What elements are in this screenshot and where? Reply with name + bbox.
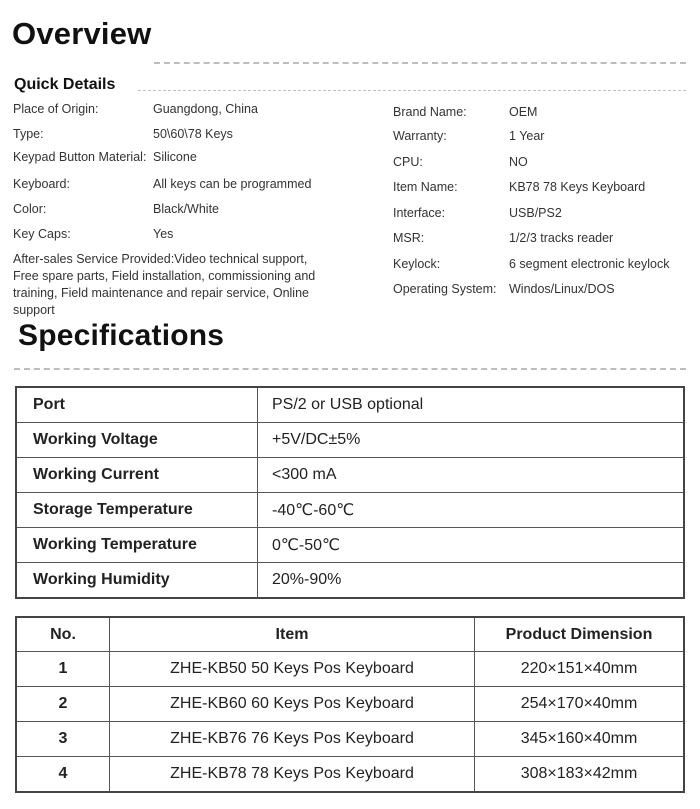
row-no: 1	[16, 652, 110, 687]
overview-title: Overview	[12, 16, 152, 51]
detail-label: Brand Name:	[393, 105, 467, 119]
quick-details-title: Quick Details	[14, 76, 116, 93]
row-item: ZHE-KB50 50 Keys Pos Keyboard	[110, 652, 475, 687]
detail-value: Yes	[153, 227, 174, 241]
row-no: 4	[16, 757, 110, 793]
detail-value: 50\60\78 Keys	[153, 127, 233, 141]
detail-value: All keys can be programmed	[153, 177, 312, 191]
detail-label: CPU:	[393, 155, 423, 169]
table-row	[16, 458, 684, 493]
detail-label: Place of Origin:	[13, 102, 99, 116]
detail-label: Keylock:	[393, 257, 441, 271]
detail-value: Black/White	[153, 202, 219, 216]
spec-key: Working Temperature	[16, 528, 258, 563]
spec-value: 20%-90%	[258, 563, 685, 599]
header-dimension: Product Dimension	[475, 617, 685, 652]
detail-value: 1 Year	[509, 129, 545, 143]
table-row	[16, 687, 684, 722]
spec-value: <300 mA	[258, 458, 685, 493]
detail-value: USB/PS2	[509, 206, 562, 220]
after-sales-text: After-sales Service Provided:Video technical support, Free spare parts, Field installation, commissioning and training, Field maintenance and repair service, Online support	[13, 252, 316, 317]
row-no: 3	[16, 722, 110, 757]
table-row	[16, 563, 684, 599]
detail-value: 6 segment electronic keylock	[509, 257, 670, 271]
detail-label: Operating System:	[393, 282, 497, 296]
detail-value: KB78 78 Keys Keyboard	[509, 180, 646, 194]
table-row	[16, 387, 684, 423]
detail-value: 1/2/3 tracks reader	[509, 231, 614, 245]
detail-value: OEM	[509, 105, 538, 119]
table-row	[16, 528, 684, 563]
row-dimension: 220×151×40mm	[475, 652, 685, 687]
quick-details-divider	[138, 90, 686, 91]
detail-label: Key Caps:	[13, 227, 71, 241]
table-row	[16, 493, 684, 528]
detail-value: Silicone	[153, 150, 197, 164]
detail-label: Warranty:	[393, 129, 447, 143]
spec-value: +5V/DC±5%	[258, 423, 685, 458]
overview-divider	[154, 62, 686, 64]
header-item: Item	[110, 617, 475, 652]
dimensions-table	[15, 616, 685, 793]
row-no: 2	[16, 687, 110, 722]
table-row	[16, 722, 684, 757]
row-item: ZHE-KB60 60 Keys Pos Keyboard	[110, 687, 475, 722]
row-item: ZHE-KB78 78 Keys Pos Keyboard	[110, 757, 475, 793]
detail-label: MSR:	[393, 231, 425, 245]
detail-label: Color:	[13, 202, 47, 216]
specifications-title: Specifications	[18, 319, 225, 352]
row-item: ZHE-KB76 76 Keys Pos Keyboard	[110, 722, 475, 757]
spec-key: Port	[16, 387, 258, 423]
row-dimension: 345×160×40mm	[475, 722, 685, 757]
detail-label: Item Name:	[393, 180, 458, 194]
spec-value: PS/2 or USB optional	[258, 387, 685, 423]
header-no: No.	[16, 617, 110, 652]
detail-label: Type:	[13, 127, 44, 141]
spec-value: 0℃-50℃	[258, 528, 685, 563]
detail-label: Keypad Button Material:	[13, 150, 147, 164]
table-header-row	[16, 617, 684, 652]
detail-value: Windos/Linux/DOS	[509, 282, 615, 296]
spec-key: Working Current	[16, 458, 258, 493]
row-dimension: 308×183×42mm	[475, 757, 685, 793]
table-row	[16, 757, 684, 793]
detail-value: NO	[509, 155, 528, 169]
row-dimension: 254×170×40mm	[475, 687, 685, 722]
detail-label: Interface:	[393, 206, 446, 220]
spec-value: -40℃-60℃	[258, 493, 685, 528]
specifications-divider	[14, 368, 686, 370]
table-row	[16, 652, 684, 687]
specifications-table	[15, 386, 685, 599]
detail-value: Guangdong, China	[153, 102, 258, 116]
spec-key: Working Humidity	[16, 563, 258, 599]
spec-key: Storage Temperature	[16, 493, 258, 528]
spec-key: Working Voltage	[16, 423, 258, 458]
table-row	[16, 423, 684, 458]
detail-label: Keyboard:	[13, 177, 70, 191]
